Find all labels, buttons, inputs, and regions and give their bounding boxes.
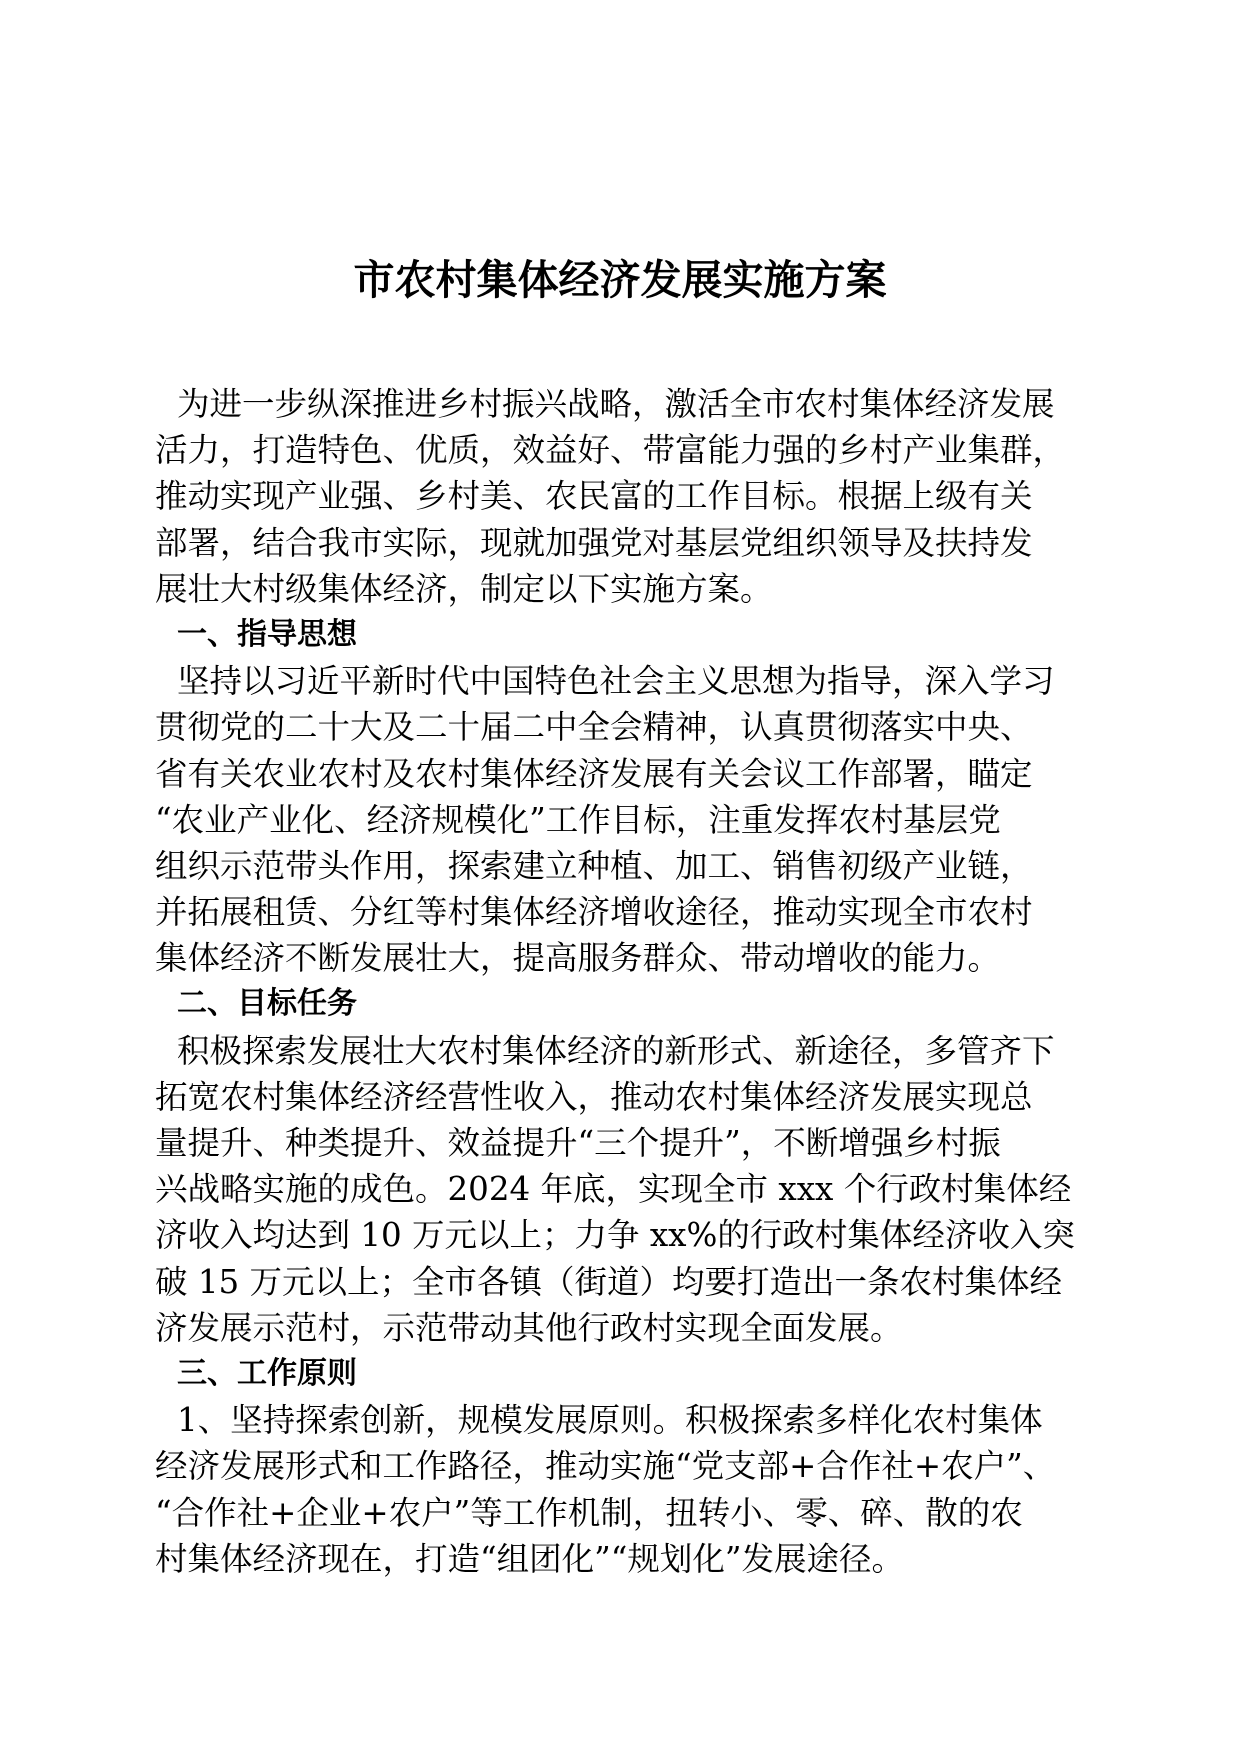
document-body — [155, 381, 1085, 1582]
paragraph-line: 组织示范带头作用，探索建立种植、加工、销售初级产业链， — [155, 846, 1033, 885]
intro-line: 展壮大村级集体经济，制定以下实施方案。 — [155, 569, 773, 608]
paragraph-line: 坚持以习近平新时代中国特色社会主义思想为指导，深入学习 — [177, 662, 1055, 701]
paragraph-line: “合作社+企业+农户”等工作机制，扭转小、零、碎、散的农 — [155, 1493, 1023, 1532]
paragraph-line: 省有关农业农村及农村集体经济发展有关会议工作部署，瞄定 — [155, 754, 1033, 793]
paragraph-line: 集体经济不断发展壮大，提高服务群众、带动增收的能力。 — [155, 939, 1001, 978]
paragraph-line: 村集体经济现在，打造“组团化”“规划化”发展途径。 — [155, 1539, 904, 1578]
document-title: 市农村集体经济发展实施方案 — [353, 256, 887, 304]
paragraph-line: 济收入均达到 10 万元以上；力争 xx%的行政村集体经济收入突 — [155, 1216, 1075, 1255]
paragraph-line: 1、坚持探索创新，规模发展原则。积极探索多样化农村集体 — [177, 1401, 1043, 1440]
paragraph-line: 破 15 万元以上；全市各镇（街道）均要打造出一条农村集体经 — [155, 1262, 1063, 1301]
section-heading-work-principles: 三、工作原则 — [177, 1355, 357, 1391]
paragraph-line: 拓宽农村集体经济经营性收入，推动农村集体经济发展实现总 — [155, 1077, 1033, 1116]
intro-line: 活力，打造特色、优质，效益好、带富能力强的乡村产业集群， — [155, 431, 1066, 470]
section-heading-guiding-ideology: 一、指导思想 — [177, 616, 357, 652]
paragraph-line: 积极探索发展壮大农村集体经济的新形式、新途径，多管齐下 — [177, 1031, 1055, 1070]
section-heading-goals-tasks: 二、目标任务 — [177, 986, 357, 1022]
paragraph-line: 济发展示范村，示范带动其他行政村实现全面发展。 — [155, 1308, 903, 1347]
intro-line: 推动实现产业强、乡村美、农民富的工作目标。根据上级有关 — [155, 477, 1033, 516]
paragraph-line: 并拓展租赁、分红等村集体经济增收途径，推动实现全市农村 — [155, 893, 1033, 932]
paragraph-line: 兴战略实施的成色。2024 年底，实现全市 xxx 个行政村集体经 — [155, 1170, 1072, 1209]
intro-line: 为进一步纵深推进乡村振兴战略，激活全市农村集体经济发展 — [177, 385, 1055, 423]
paragraph-line: 经济发展形式和工作路径，推动实施“党支部+合作社+农户”、 — [155, 1447, 1056, 1486]
paragraph-line: 量提升、种类提升、效益提升“三个提升”，不断增强乡村振 — [155, 1124, 1001, 1162]
intro-line: 部署，结合我市实际，现就加强党对基层党组织领导及扶持发 — [155, 523, 1033, 562]
paragraph-line: “农业产业化、经济规模化”工作目标，注重发挥农村基层党 — [155, 800, 1001, 839]
paragraph-line: 贯彻党的二十大及二十届二中全会精神，认真贯彻落实中央、 — [155, 708, 1033, 747]
